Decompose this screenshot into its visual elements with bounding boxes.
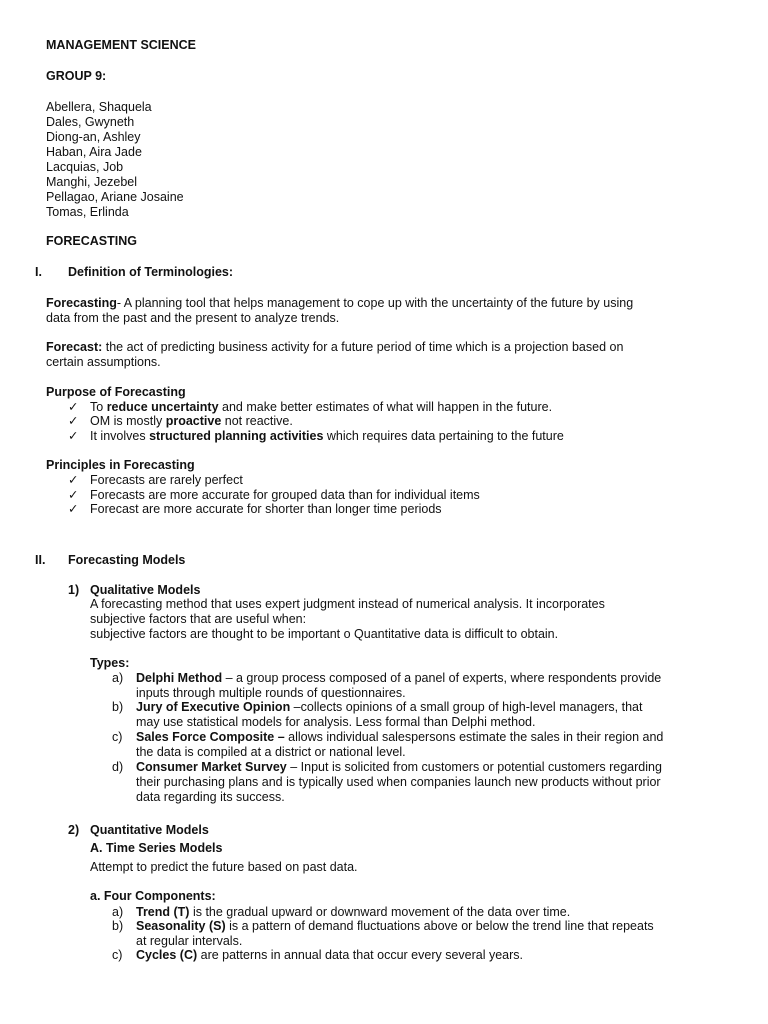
list-letter: c) <box>112 948 123 962</box>
list-letter: b) <box>112 919 124 933</box>
member-name: Abellera, Shaquela <box>46 100 152 114</box>
list-letter: c) <box>112 730 123 744</box>
list-item: Forecasts are more accurate for grouped data than for individual items <box>90 488 480 502</box>
check-icon: ✓ <box>68 473 79 487</box>
definition-text: the act of predicting business activity for a future period of time which is a projection based on <box>102 340 624 354</box>
list-item: OM is mostly proactive not reactive. <box>90 414 293 428</box>
list-letter: d) <box>112 760 124 774</box>
section-numeral: I. <box>35 265 42 279</box>
member-name: Lacquias, Job <box>46 160 124 174</box>
types-title: Types: <box>90 656 130 670</box>
model-description: Attempt to predict the future based on past data. <box>90 860 358 874</box>
model-description: A forecasting method that uses expert judgment instead of numerical analysis. It incorporates subjective factors that are useful when: subjective factors are thought to be important o Quantitative data is difficult to obtain. <box>90 597 605 641</box>
list-item: Jury of Executive Opinion –collects opinions of a small group of high-level managers, that may use statistical models for analysis. Less formal than Delphi method. <box>136 700 643 729</box>
list-letter: a) <box>112 905 124 919</box>
list-item: It involves structured planning activities which requires data pertaining to the future <box>90 429 564 443</box>
list-item: Consumer Market Survey – Input is solicited from customers or potential customers regarding their purchasing plans and is typically used when companies launch new products without prior data regarding its success. <box>136 760 662 804</box>
course-title: MANAGEMENT SCIENCE <box>46 38 197 52</box>
list-item: Delphi Method – a group process composed of a panel of experts, where respondents provide inputs through multiple rounds of questionnaires. <box>136 671 662 700</box>
section-numeral: II. <box>35 553 46 567</box>
term: Forecasting <box>46 296 117 310</box>
check-icon: ✓ <box>68 414 79 428</box>
check-icon: ✓ <box>68 488 79 502</box>
list-item: Forecast are more accurate for shorter than longer time periods <box>90 502 442 516</box>
list-item: Forecasts are rarely perfect <box>90 473 243 487</box>
check-icon: ✓ <box>68 502 79 516</box>
member-name: Manghi, Jezebel <box>46 175 138 189</box>
list-item: Trend (T) is the gradual upward or downward movement of the data over time. <box>136 905 571 919</box>
section-title: Definition of Terminologies: <box>68 265 234 279</box>
topic-title: FORECASTING <box>46 234 137 248</box>
list-item: Seasonality (S) is a pattern of demand fluctuations above or below the trend line that repeats at regular intervals. <box>136 919 654 948</box>
member-name: Haban, Aira Jade <box>46 145 142 159</box>
model-number: 1) <box>68 583 80 597</box>
model-title: Qualitative Models <box>90 583 201 597</box>
list-letter: a) <box>112 671 124 685</box>
model-number: 2) <box>68 823 80 837</box>
model-title: Quantitative Models <box>90 823 209 837</box>
list-item: Sales Force Composite – allows individual salespersons estimate the sales in their region and the data is compiled at a district or national level. <box>136 730 664 759</box>
check-icon: ✓ <box>68 429 79 443</box>
definition-text: - A planning tool that helps management to cope up with the uncertainty of the future by using <box>116 296 634 310</box>
group-label: GROUP 9: <box>46 69 107 83</box>
term: Forecast: <box>46 340 103 354</box>
list-letter: b) <box>112 700 124 714</box>
section-title: Forecasting Models <box>68 553 186 567</box>
components-title: a. Four Components: <box>90 889 216 903</box>
member-name: Diong-an, Ashley <box>46 130 141 144</box>
definition-text: data from the past and the present to analyze trends. <box>46 311 340 325</box>
principles-title: Principles in Forecasting <box>46 458 195 472</box>
model-subtitle: A. Time Series Models <box>90 841 223 855</box>
forecasting-definition <box>46 296 726 326</box>
list-item: Cycles (C) are patterns in annual data that occur every several years. <box>136 948 524 962</box>
definition-text: certain assumptions. <box>46 355 161 369</box>
list-item: To reduce uncertainty and make better estimates of what will happen in the future. <box>90 400 553 414</box>
purpose-title: Purpose of Forecasting <box>46 385 186 399</box>
check-icon: ✓ <box>68 400 79 414</box>
member-name: Pellagao, Ariane Josaine <box>46 190 184 204</box>
forecast-definition <box>46 340 726 370</box>
member-name: Dales, Gwyneth <box>46 115 135 129</box>
member-name: Tomas, Erlinda <box>46 205 129 219</box>
